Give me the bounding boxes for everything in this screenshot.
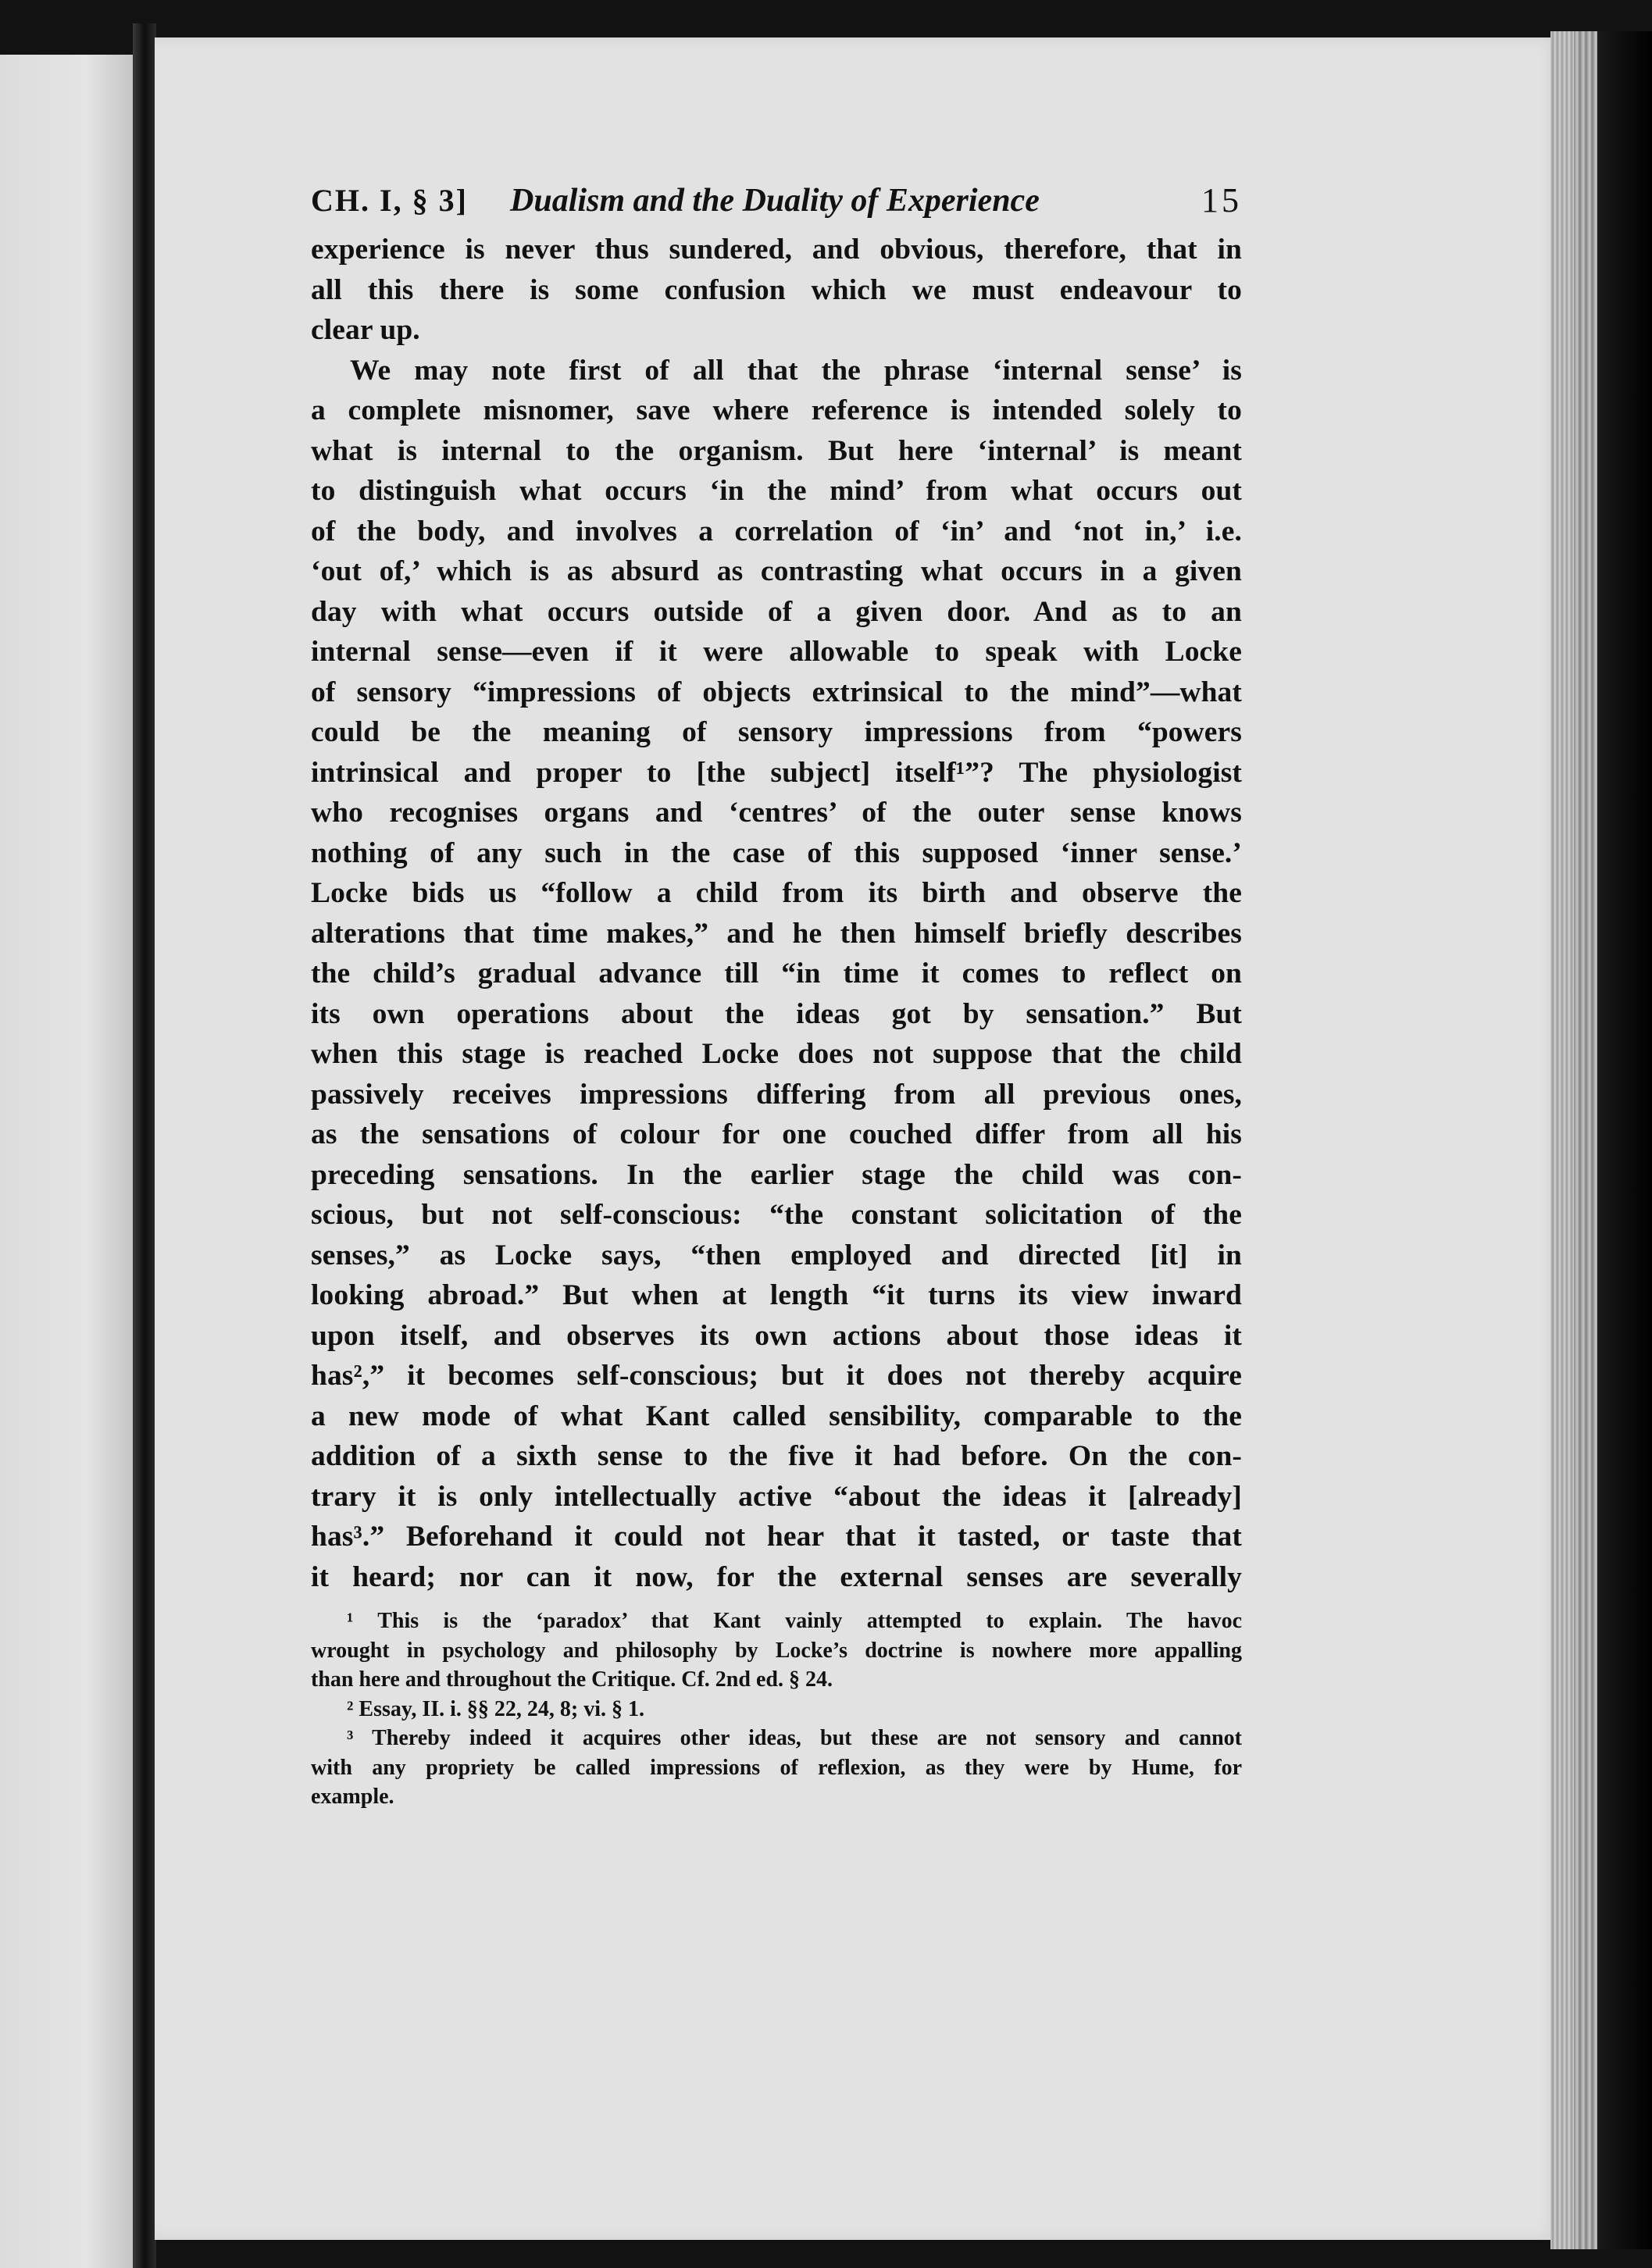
body-line: alterations that time makes,” and he then himself briefly describes: [311, 917, 1242, 950]
body-line: experience is never thus sundered, and obvious, therefore, that in: [311, 234, 1242, 266]
footnotes: [311, 1606, 1242, 1812]
previous-page-edge: [0, 55, 145, 2268]
footnote-line: example.: [311, 1785, 394, 1809]
body-line: the child’s gradual advance till “in time it comes to reflect on: [311, 957, 1242, 990]
body-line: as the sensations of colour for one couched differ from all his: [311, 1118, 1242, 1150]
body-line: day with what occurs outside of a given door. And as to an: [311, 595, 1242, 628]
body-line: all this there is some confusion which we must endeavour to: [311, 273, 1242, 306]
book-gutter: [133, 23, 156, 2268]
chapter-section-label: CH. I, § 3]: [311, 183, 468, 218]
footnote-line: ² Essay, II. i. §§ 22, 24, 8; vi. § 1.: [347, 1696, 644, 1721]
body-line: when this stage is reached Locke does not suppose that the child: [311, 1038, 1242, 1070]
running-head: [311, 172, 1242, 230]
body-line: Locke bids us “follow a child from its birth and observe the: [311, 877, 1242, 909]
body-text: [311, 230, 1242, 1597]
body-line: passively receives impressions differing from all previous ones,: [311, 1078, 1242, 1111]
body-line: of the body, and involves a correlation of ‘in’ and ‘not in,’ i.e.: [311, 515, 1242, 547]
body-line: preceding sensations. In the earlier stage the child was con-: [311, 1158, 1242, 1191]
body-line: a new mode of what Kant called sensibility, comparable to the: [311, 1400, 1242, 1432]
body-line: it heard; nor can it now, for the external senses are severally: [311, 1560, 1242, 1593]
body-line: who recognises organs and ‘centres’ of the outer sense knows: [311, 797, 1242, 829]
body-line: of sensory “impressions of objects extrinsical to the mind”—what: [311, 676, 1242, 708]
body-line: clear up.: [311, 314, 420, 346]
body-line: scious, but not self-conscious: “the constant solicitation of the: [311, 1199, 1242, 1231]
body-line: We may note first of all that the phrase ‘internal sense’ is: [350, 354, 1242, 387]
page-edge-stack-outer: [1574, 31, 1597, 2249]
page-text-block: [311, 172, 1242, 1812]
footnote-line: than here and throughout the Critique. Cf. 2nd ed. § 24.: [311, 1667, 833, 1692]
body-line: addition of a sixth sense to the five it had before. On the con-: [311, 1440, 1242, 1472]
body-line: has³.” Beforehand it could not hear that it tasted, or taste that: [311, 1521, 1242, 1553]
body-line: nothing of any such in the case of this supposed ‘inner sense.’: [311, 836, 1242, 869]
footnote-line: with any propriety be called impressions of reflexion, as they were by Hume, for: [311, 1755, 1242, 1780]
body-line: intrinsical and proper to [the subject] itself¹”? The physiologist: [311, 756, 1242, 789]
body-line: looking abroad.” But when at length “it turns its view inward: [311, 1279, 1242, 1311]
body-line: to distinguish what occurs ‘in the mind’ from what occurs out: [311, 475, 1242, 507]
body-line: senses,” as Locke says, “then employed and directed [it] in: [311, 1239, 1242, 1271]
running-title: Dualism and the Duality of Experience: [510, 183, 1040, 219]
scan-border: [1597, 31, 1652, 2249]
page-number: 15: [1201, 181, 1242, 219]
body-line: has²,” it becomes self-conscious; but it does not thereby acquire: [311, 1360, 1242, 1392]
body-line: its own operations about the ideas got by sensation.” But: [311, 997, 1242, 1030]
body-line: could be the meaning of sensory impressions from “powers: [311, 716, 1242, 748]
body-line: a complete misnomer, save where reference is intended solely to: [311, 394, 1242, 426]
body-line: upon itself, and observes its own actions about those ideas it: [311, 1319, 1242, 1352]
footnote-line: ³ Thereby indeed it acquires other ideas, but these are not sensory and cannot: [347, 1726, 1242, 1750]
body-line: internal sense—even if it were allowable to speak with Locke: [311, 636, 1242, 668]
footnote-line: wrought in psychology and philosophy by Locke’s doctrine is nowhere more appalling: [311, 1638, 1242, 1663]
body-line: trary it is only intellectually active “about the ideas it [already]: [311, 1480, 1242, 1513]
body-line: what is internal to the organism. But here ‘internal’ is meant: [311, 434, 1242, 467]
page-edge-stack: [1550, 31, 1574, 2249]
footnote-line: ¹ This is the ‘paradox’ that Kant vainly attempted to explain. The havoc: [347, 1609, 1242, 1633]
body-line: ‘out of,’ which is as absurd as contrasting what occurs in a given: [311, 555, 1242, 587]
